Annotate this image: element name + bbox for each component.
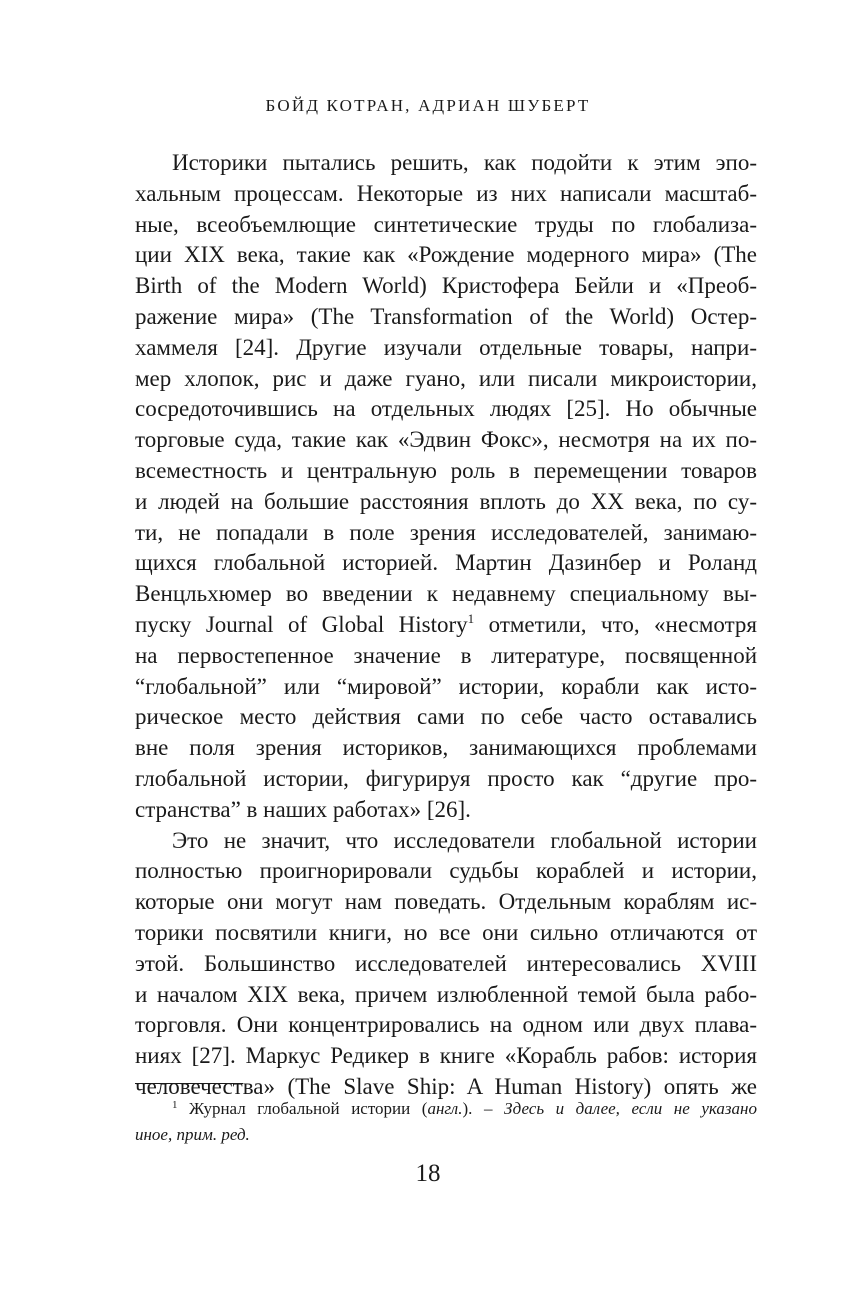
footnote-text-after: ). – [462,1099,504,1118]
footnote-line [135,1122,757,1148]
footnote-text: Журнал глобальной истории ( [177,1099,428,1118]
text-line: сосредоточившись на отдельных людях [25]. Но обычные [135,396,757,422]
text-line: Венцльхюмер во введении к недавнему специальному вы- [135,581,757,607]
text-line: ти, не попадали в поле зрения исследователей, занимаю- [135,519,757,545]
footnote-marker: 1 [467,610,475,626]
text-line: торики посвятили книги, но все они сильно отличаются от [135,919,757,945]
text-line: Историки пытались решить, как подойти к этим эпо- [172,150,757,175]
body-text [135,148,757,1103]
text-line: полностью проигнорировали судьбы кораблей и истории, [135,858,757,884]
footnote [135,1096,757,1148]
text-fragment: пуску Journal of Global History [135,611,468,637]
footnote-line [135,1096,757,1122]
text-line: и началом XIX века, причем излюбленной темой была рабо- [135,981,757,1007]
footnote-lang: англ. [427,1099,463,1118]
text-line: Это не значит, что исследователи глобальной истории [172,827,757,853]
text-line: “глобальной” или “мировой” истории, корабли как исто- [135,673,757,699]
text-line: глобальной истории, фигурируя просто как “другие про- [135,765,757,791]
footnote-number: 1 [172,1099,178,1111]
running-head: БОЙД КОТРАН, АДРИАН ШУБЕРТ [265,96,591,115]
text-line: на первостепенное значение в литературе, посвященной [135,642,757,668]
text-line: щихся глобальной историей. Мартин Дазинбер и Роланд [135,550,757,576]
text-line: мер хлопок, рис и даже гуано, или писали микроистории, [135,365,757,391]
text-line: которые они могут нам поведать. Отдельным кораблям ис- [135,889,757,915]
text-line: торговые суда, такие как «Эдвин Фокс», несмотря на их по- [135,427,757,453]
text-line: ражение мира» (The Transformation of the World) Остер- [135,303,757,329]
text-line: всеместность и центральную роль в перемещении товаров [135,457,757,483]
footnote-divider [135,1083,243,1084]
text-line: ниях [27]. Маркус Редикер в книге «Корабль рабов: история [135,1043,757,1069]
page-number: 18 [415,1160,441,1187]
footnote-editor-note: Здесь и далее, если не указано [504,1099,757,1118]
text-fragment: отметили, что, «несмотря [474,611,757,637]
text-line: хальным процессам. Некоторые из них написали масштаб- [135,180,757,206]
text-line: этой. Большинство исследователей интересовались XVIII [135,950,757,976]
text-line: торговля. Они концентрировались на одном или двух плава- [135,1012,757,1038]
text-line: ные, всеобъемлющие синтетические труды по глобализа- [135,211,757,237]
text-line: вне поля зрения историков, занимающихся проблемами [135,735,757,761]
text-line: странства” в наших работах» [26]. [135,796,471,822]
text-line: рическое место действия сами по себе часто оставались [135,704,757,730]
text-line: хаммеля [24]. Другие изучали отдельные товары, напри- [135,334,757,360]
text-line: ции XIX века, такие как «Рождение модерного мира» (The [135,242,757,268]
text-line: Birth of the Modern World) Кристофера Бейли и «Преоб- [135,273,757,299]
footnote-editor-note-end: иное, прим. ред. [135,1125,250,1144]
text-line [135,610,757,641]
text-line: человечества» (The Slave Ship: A Human History) опять же [135,1073,757,1099]
text-line: и людей на большие расстояния вплоть до XX века, по су- [135,488,757,514]
